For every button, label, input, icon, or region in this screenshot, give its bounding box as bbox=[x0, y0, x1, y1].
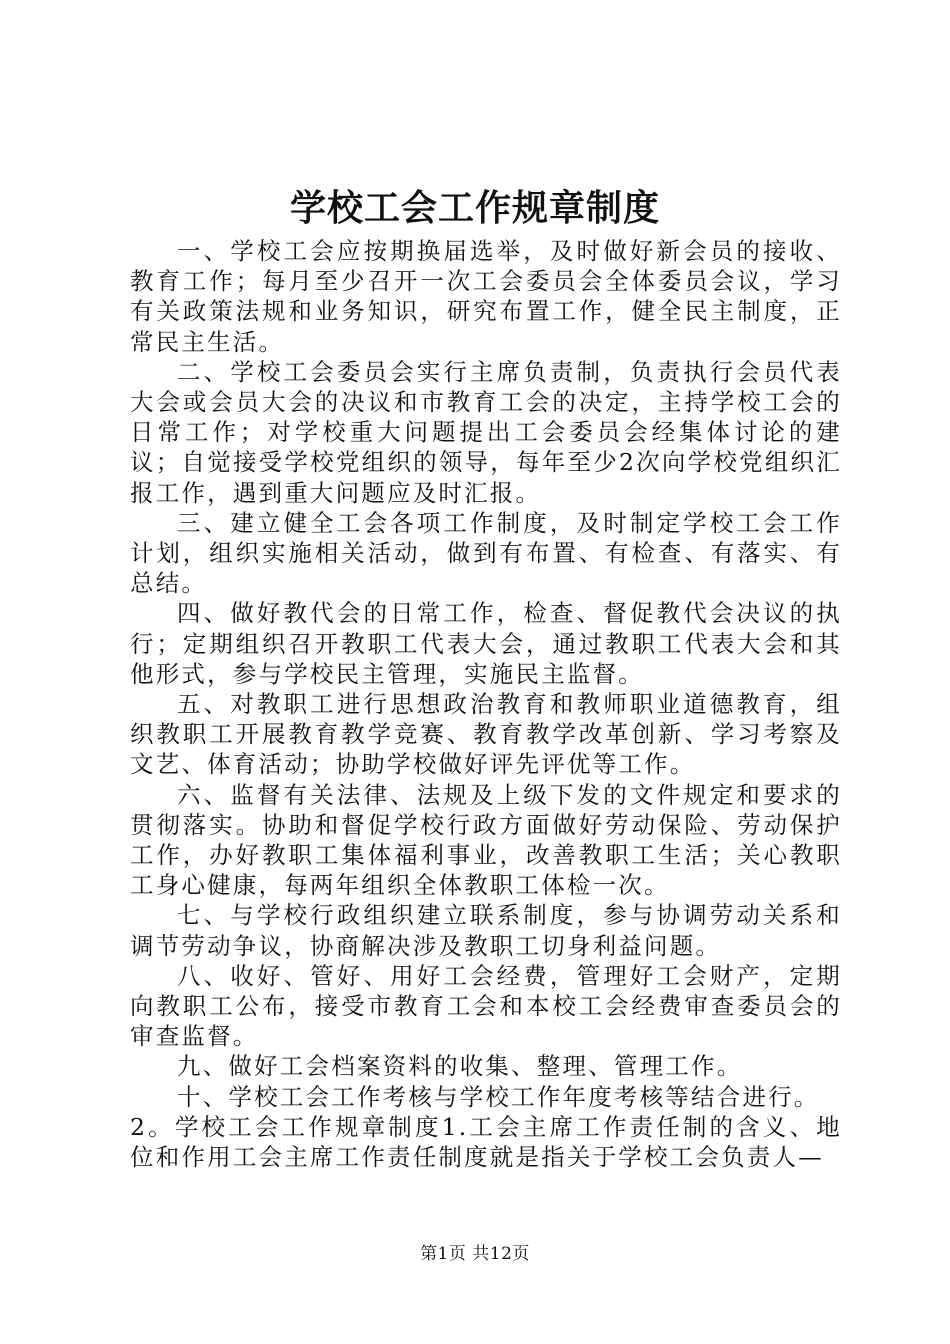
paragraph-7: 七、与学校行政组织建立联系制度，参与协调劳动关系和调节劳动争议，协商解决涉及教职工切身利益问题。 bbox=[130, 901, 842, 960]
paragraph-9: 九、做好工会档案资料的收集、整理、管理工作。 bbox=[177, 1052, 743, 1081]
document-body bbox=[130, 236, 842, 1172]
document-title: 学校工会工作规章制度 bbox=[289, 187, 660, 229]
paragraph-trailing: 2。学校工会工作规章制度1.工会主席工作责任制的含义、地位和作用工会主席工作责任制度就是指关于学校工会负责人— bbox=[130, 1112, 842, 1172]
paragraph-8: 八、收好、管好、用好工会经费，管理好工会财产，定期向教职工公布，接受市教育工会和本校工会经费审查委员会的审查监督。 bbox=[130, 961, 842, 1051]
paragraph-2: 二、学校工会委员会实行主席负责制，负责执行会员代表大会或会员大会的决议和市教育工会的决定，主持学校工会的日常工作；对学校重大问题提出工会委员会经集体讨论的建议；自觉接受学校党组织的领导，每年至少2次向学校党组织汇报工作，遇到重大问题应及时汇报。 bbox=[130, 357, 842, 507]
paragraph-10: 十、学校工会工作考核与学校工作年度考核等结合进行。 bbox=[177, 1082, 820, 1111]
paragraph-3: 三、建立健全工会各项工作制度，及时制定学校工会工作计划，组织实施相关活动，做到有布置、有检查、有落实、有总结。 bbox=[130, 508, 842, 598]
page-number-footer: 第1页 共12页 bbox=[420, 1244, 530, 1264]
paragraph-1: 一、学校工会应按期换届选举，及时做好新会员的接收、教育工作；每月至少召开一次工会委员会全体委员会议，学习有关政策法规和业务知识，研究布置工作，健全民主制度，正常民主生活。 bbox=[130, 237, 842, 356]
paragraph-6: 六、监督有关法律、法规及上级下发的文件规定和要求的贯彻落实。协助和督促学校行政方面做好劳动保险、劳动保护工作，办好教职工集体福利事业，改善教职工生活；关心教职工身心健康，每两年组织全体教职工体检一次。 bbox=[130, 780, 842, 900]
paragraph-4: 四、做好教代会的日常工作，检查、督促教代会决议的执行；定期组织召开教职工代表大会，通过教职工代表大会和其他形式，参与学校民主管理，实施民主监督。 bbox=[130, 599, 842, 688]
paragraph-5: 五、对教职工进行思想政治教育和教师职业道德教育，组织教职工开展教育教学竞赛、教育教学改革创新、学习考察及文艺、体育活动；协助学校做好评先评优等工作。 bbox=[130, 690, 842, 779]
